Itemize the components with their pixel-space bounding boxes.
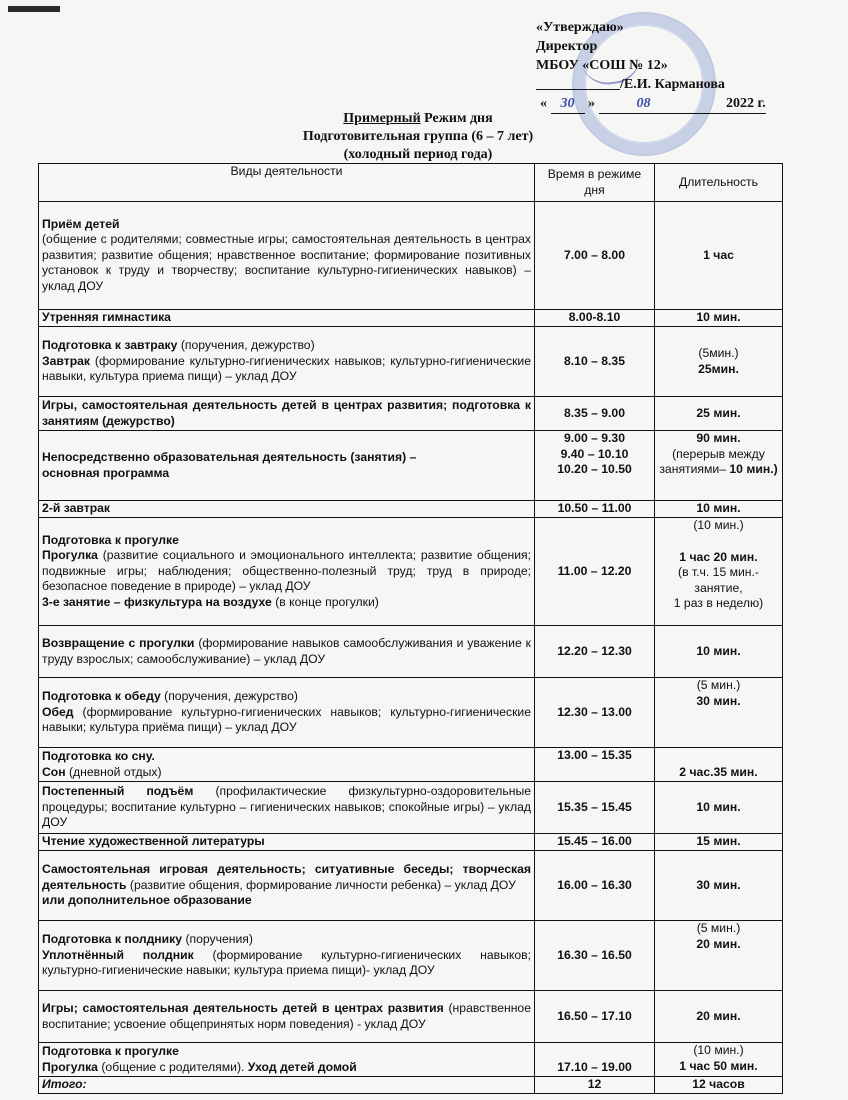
- activity-title-3: Уход детей домой: [247, 1059, 357, 1074]
- duration-cell: 10 мин.: [655, 626, 783, 678]
- header-time: Время в режиме дня: [535, 164, 655, 202]
- table-row: [39, 310, 783, 327]
- activity-cell: [39, 310, 535, 327]
- duration-cell: 15 мин.: [655, 834, 783, 851]
- table-row: [39, 991, 783, 1043]
- time-cell: 7.00 – 8.00: [535, 202, 655, 310]
- period-title: (холодный период года): [343, 147, 493, 162]
- duration-cell: [655, 518, 783, 626]
- table-header-row: [39, 164, 783, 202]
- duration-note: (10 мин.): [693, 1043, 744, 1057]
- duration-cell: [655, 678, 783, 748]
- activity-description-2: (развитие социального и эмоционального интеллекта; развитие общения; подвижные игры; наблюдения; общественно-полезный труд; труд в природе; безопасное поведение в природе) – уклад ДОУ: [42, 548, 531, 594]
- duration-value: 25мин.: [698, 361, 739, 376]
- time-cell: 12: [535, 1077, 655, 1094]
- duration-value: 30 мин.: [696, 693, 741, 708]
- duration-note: (5 мин.): [696, 921, 741, 935]
- activity-cell: [39, 921, 535, 991]
- table-row: [39, 748, 783, 782]
- title-underlined: Примерный: [343, 111, 421, 126]
- duration-note-3: 1 раз в неделю): [673, 596, 764, 611]
- time-cell: 16.30 – 16.50: [535, 921, 655, 991]
- activity-cell: [39, 431, 535, 501]
- activity-description: (общение с родителями; совместные игры; самостоятельная деятельность в центрах развития; развитие общения; нравственное воспитание; формирование позитивных установок к труду и творчеству; воспитание культурно-гигиенических навыков) – уклад ДОУ: [42, 232, 531, 293]
- activity-title: Приём детей: [42, 216, 120, 231]
- date-quote-close: »: [588, 96, 595, 111]
- duration-value: 20 мин.: [696, 936, 741, 951]
- date-year: 2022 г.: [688, 94, 766, 114]
- time-cell: 13.00 – 15.35: [535, 748, 655, 782]
- duration-note: (5 мин.): [696, 678, 741, 692]
- activity-title: Непосредственно образовательная деятельность (занятия) – основная программа: [42, 449, 417, 480]
- duration-note: (10 мин.): [693, 518, 744, 532]
- duration-cell: 2 час.35 мин.: [655, 748, 783, 782]
- time-cell: 8.00-8.10: [535, 310, 655, 327]
- approval-label: «Утверждаю»: [536, 20, 624, 35]
- activity-title: Подготовка к завтраку: [42, 338, 178, 353]
- table-row-total: [39, 1077, 783, 1094]
- table-row: [39, 202, 783, 310]
- time-cell: 15.45 – 16.00: [535, 834, 655, 851]
- time-cell: [535, 431, 655, 501]
- activity-title-2: Прогулка: [42, 548, 98, 563]
- activity-title: Чтение художественной литературы: [42, 834, 265, 849]
- activity-cell: [39, 782, 535, 834]
- activity-cell: [39, 397, 535, 431]
- activity-cell: [39, 202, 535, 310]
- duration-note-2: (в т.ч. 15 мин.- занятие,: [678, 565, 759, 595]
- duration-value: 1 час 50 мин.: [679, 1058, 758, 1073]
- duration-cell: [655, 327, 783, 397]
- time-cell: 8.10 – 8.35: [535, 327, 655, 397]
- activity-cell: [39, 834, 535, 851]
- activity-cell: [39, 1077, 535, 1094]
- activity-title: Подготовка к прогулке: [42, 1043, 179, 1058]
- activity-description: (поручения): [185, 932, 253, 947]
- activity-title: Возвращение с прогулки: [42, 635, 195, 650]
- activity-title: Подготовка к прогулке: [42, 532, 179, 547]
- time-cell: 16.50 – 17.10: [535, 991, 655, 1043]
- duration-cell: [655, 431, 783, 501]
- total-label: Итого:: [42, 1077, 87, 1092]
- table-row: [39, 626, 783, 678]
- duration-cell: 10 мин.: [655, 310, 783, 327]
- approval-school: МБОУ «СОШ № 12»: [536, 58, 668, 73]
- time-cell: 15.35 – 15.45: [535, 782, 655, 834]
- time-cell: 8.35 – 9.00: [535, 397, 655, 431]
- duration-cell: 10 мин.: [655, 501, 783, 518]
- duration-cell: 20 мин.: [655, 991, 783, 1043]
- date-month: 08: [599, 94, 689, 114]
- table-row: [39, 782, 783, 834]
- activity-cell: [39, 327, 535, 397]
- duration-note: (5мин.): [698, 345, 739, 360]
- document-title: [38, 110, 798, 128]
- table-row: [39, 1043, 783, 1077]
- duration-value: 1 час 20 мин.: [679, 549, 758, 564]
- duration-value: 90 мин.: [696, 431, 741, 445]
- activity-cell: [39, 501, 535, 518]
- header-duration: Длительность: [655, 164, 783, 202]
- schedule-table: [38, 163, 783, 1094]
- table-row: [39, 518, 783, 626]
- activity-description-2: (формирование культурно-гигиенических навыков; культурно-гигиенические навыки; культура приёма пищи) – уклад ДОУ: [42, 704, 531, 735]
- activity-title-3: 3-е занятие – физкультура на воздухе: [42, 594, 272, 609]
- activity-cell: [39, 851, 535, 921]
- duration-cell: 10 мин.: [655, 782, 783, 834]
- table-row: [39, 834, 783, 851]
- approval-signature-line: ____________/Е.И. Карманова: [536, 77, 725, 92]
- activity-description: (поручения, дежурство): [164, 689, 298, 704]
- time-cell: 12.30 – 13.00: [535, 678, 655, 748]
- activity-description-2: (общение с родителями).: [101, 1059, 245, 1074]
- group-title: Подготовительная группа (6 – 7 лет): [302, 129, 534, 144]
- activity-description: (формирование навыков самообслуживания и уважение к труду взрослых; самообслуживание) – уклад ДОУ: [42, 635, 531, 666]
- time-cell: 10.50 – 11.00: [535, 501, 655, 518]
- activity-title: Подготовка к обеду: [42, 689, 161, 704]
- approval-block: [536, 18, 836, 114]
- activity-cell: [39, 748, 535, 782]
- time-cell: 16.00 – 16.30: [535, 851, 655, 921]
- document-title-block: [38, 110, 798, 164]
- activity-title: 2-й завтрак: [42, 501, 111, 516]
- activity-cell: [39, 626, 535, 678]
- activity-title-2: Сон: [42, 764, 66, 779]
- table-row: [39, 431, 783, 501]
- duration-cell: 25 мин.: [655, 397, 783, 431]
- time-slot-3: 10.20 – 10.50: [557, 462, 632, 477]
- approval-position: Директор: [536, 39, 598, 54]
- duration-cell: 30 мин.: [655, 851, 783, 921]
- time-slot-2: 9.40 – 10.10: [560, 446, 629, 461]
- activity-description: (нравственное воспитание; усвоение общепринятых норм поведения) - уклад ДОУ: [42, 1000, 531, 1031]
- activity-description-2: (дневной отдых): [69, 764, 162, 779]
- duration-spacer: [658, 534, 779, 550]
- activity-title: Самостоятельная игровая деятельность; ситуативные беседы; творческая деятельность: [42, 862, 531, 892]
- duration-note: (перерыв между занятиями–: [659, 446, 765, 477]
- activity-description-2: (формирование культурно-гигиенических навыков; культурно-гигиенические навыки, культура приема пищи) – уклад ДОУ: [42, 353, 532, 384]
- table-row: [39, 921, 783, 991]
- activity-title: Игры, самостоятельная деятельность детей в центрах развития; подготовка к занятиям (дежурство): [42, 397, 531, 428]
- activity-title: Подготовка к полднику: [42, 932, 183, 947]
- scan-corner-mark: [8, 6, 60, 12]
- duration-cell: 1 час: [655, 202, 783, 310]
- activity-cell: [39, 678, 535, 748]
- activity-title: Игры; самостоятельная деятельность детей в центрах развития: [42, 1000, 444, 1015]
- table-row: [39, 327, 783, 397]
- activity-cell: [39, 518, 535, 626]
- title-rest: Режим дня: [420, 111, 493, 126]
- table-row: [39, 501, 783, 518]
- activity-title: Подготовка ко сну.: [42, 748, 155, 763]
- table-row: [39, 397, 783, 431]
- activity-title-2: Обед: [42, 704, 74, 719]
- duration-cell: [655, 1043, 783, 1077]
- activity-title-2: Уплотнённый полдник: [42, 947, 194, 962]
- date-quote-open: «: [540, 96, 547, 111]
- activity-title-2: Прогулка: [42, 1059, 98, 1074]
- date-day: 30: [551, 94, 585, 114]
- table-row: [39, 678, 783, 748]
- activity-cell: [39, 991, 535, 1043]
- activity-description: (профилактические физкультурно-оздоровительные процедуры; воспитание культурно – гигиенических навыков; спокойные игры) – уклад ДОУ: [42, 784, 531, 830]
- activity-description: (развитие общения, формирование личности ребенка) – уклад ДОУ: [129, 877, 516, 892]
- time-cell: 12.20 – 12.30: [535, 626, 655, 678]
- activity-title: Утренняя гимнастика: [42, 310, 171, 325]
- time-slot-1: 9.00 – 9.30: [564, 431, 625, 445]
- duration-cell: 12 часов: [655, 1077, 783, 1094]
- activity-description: (поручения, дежурство): [180, 338, 315, 353]
- duration-cell: [655, 921, 783, 991]
- time-cell: 17.10 – 19.00: [535, 1043, 655, 1077]
- table-row: [39, 851, 783, 921]
- activity-cell: [39, 1043, 535, 1077]
- duration-break: 10 мин.): [729, 462, 778, 477]
- activity-title: Постепенный подъём: [42, 784, 194, 799]
- activity-title-2: Завтрак: [42, 353, 91, 368]
- activity-description-2: (формирование культурно-гигиенических навыков; культурно-гигиенические навыки; культура приема пищи)- уклад ДОУ: [42, 947, 531, 978]
- header-activity: Виды деятельности: [39, 164, 535, 202]
- activity-title-2: или дополнительное образование: [42, 893, 252, 908]
- time-cell: 11.00 – 12.20: [535, 518, 655, 626]
- activity-description-3: (в конце прогулки): [275, 594, 379, 609]
